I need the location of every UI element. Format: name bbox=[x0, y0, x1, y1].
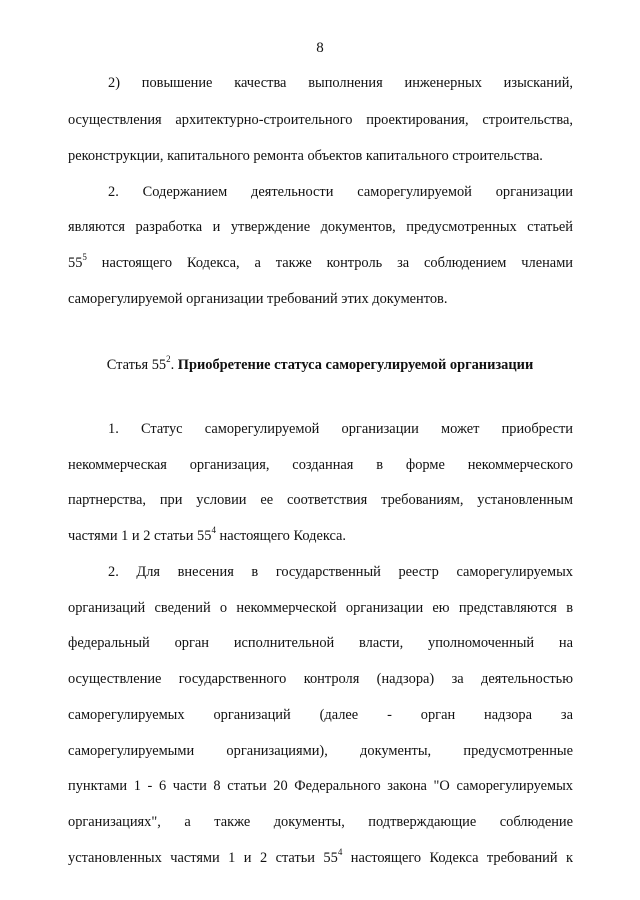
text-line: 2) повышение качества выполнения инженерных изысканий, bbox=[108, 75, 573, 91]
text-line bbox=[68, 254, 573, 272]
text-fragment: настоящего Кодекса, а также контроль за соблюдением членами bbox=[86, 255, 573, 271]
article-heading bbox=[0, 356, 640, 374]
text-line: пунктами 1 - 6 части 8 статьи 20 Федерального закона "О саморегулируемых bbox=[68, 778, 573, 794]
text-line: партнерства, при условии ее соответствия требованиям, установленным bbox=[68, 492, 573, 508]
heading-dot: . bbox=[170, 357, 178, 373]
text-line: некоммерческая организация, созданная в форме некоммерческого bbox=[68, 457, 573, 473]
text-line: саморегулируемыми организациями), документы, предусмотренные bbox=[68, 743, 573, 759]
text-line: федеральный орган исполнительной власти, уполномоченный на bbox=[68, 635, 573, 651]
superscript: 4 bbox=[211, 525, 216, 536]
text-line: осуществление государственного контроля (надзора) за деятельностью bbox=[68, 671, 573, 687]
text-line: являются разработка и утверждение документов, предусмотренных статьей bbox=[68, 219, 573, 235]
text-line: 2. Содержанием деятельности саморегулируемой организации bbox=[108, 184, 573, 200]
text-line bbox=[68, 849, 573, 867]
text-line: саморегулируемых организаций (далее - орган надзора за bbox=[68, 707, 573, 723]
superscript: 2 bbox=[166, 354, 171, 365]
text-line: 1. Статус саморегулируемой организации может приобрести bbox=[108, 421, 573, 437]
text-line bbox=[68, 527, 573, 545]
superscript: 5 bbox=[82, 252, 87, 263]
text-line: 2. Для внесения в государственный реестр саморегулируемых bbox=[108, 564, 573, 580]
text-fragment: настоящего Кодекса. bbox=[215, 528, 347, 544]
text-line: организаций сведений о некоммерческой организации ею представляются в bbox=[68, 600, 573, 616]
text-fragment: установленных частями 1 и 2 статьи 55 bbox=[68, 850, 338, 866]
article-title: Приобретение статуса саморегулируемой организации bbox=[177, 357, 534, 373]
article-number: 55 bbox=[68, 255, 83, 271]
text-line: саморегулируемой организации требований этих документов. bbox=[68, 291, 448, 307]
superscript: 4 bbox=[337, 847, 343, 858]
text-line: реконструкции, капитального ремонта объектов капитального строительства. bbox=[68, 148, 543, 164]
text-line: осуществления архитектурно-строительного проектирования, строительства, bbox=[68, 112, 573, 128]
text-fragment: настоящего Кодекса требований к bbox=[342, 850, 573, 866]
text-line: организациях", а также документы, подтверждающие соблюдение bbox=[68, 814, 573, 830]
article-prefix: Статья 55 bbox=[106, 357, 167, 373]
text-fragment: частями 1 и 2 статьи 55 bbox=[68, 528, 212, 544]
page-number: 8 bbox=[316, 40, 324, 56]
